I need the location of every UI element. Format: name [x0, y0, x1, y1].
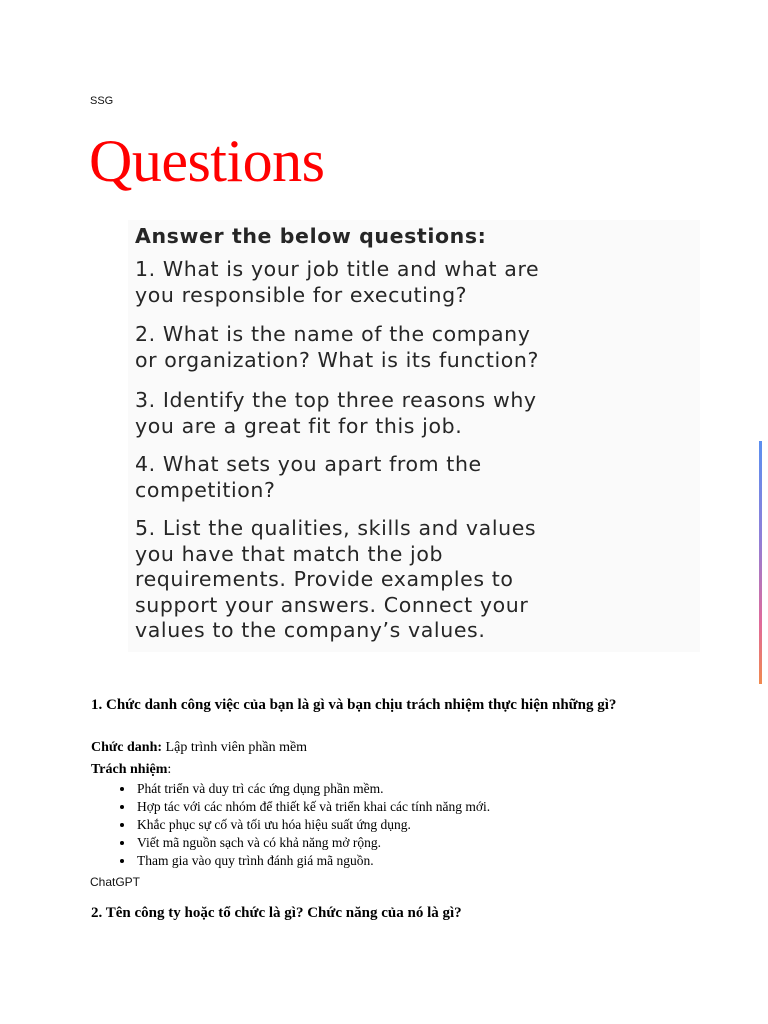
page-title: Questions — [89, 128, 325, 194]
question-line: 3. Identify the top three reasons why — [135, 388, 537, 412]
question-item-4 — [135, 452, 482, 503]
responsibilities-colon: : — [167, 762, 172, 777]
list-item: • Phát triển và duy trì các ứng dụng phần mềm. — [135, 780, 490, 798]
list-item: • Hợp tác với các nhóm để thiết kế và triển khai các tính năng mới. — [135, 798, 490, 816]
answer1-heading: 1. Chức danh công việc của bạn là gì và bạn chịu trách nhiệm thực hiện những gì? — [91, 697, 617, 713]
questions-image-heading: Answer the below questions: — [135, 224, 487, 248]
question-item-5 — [135, 516, 536, 644]
question-item-3 — [135, 388, 537, 439]
question-line: 4. What sets you apart from the — [135, 452, 482, 476]
question-line: 5. List the qualities, skills and values — [135, 516, 537, 540]
question-line: values to the company’s values. — [135, 618, 486, 642]
responsibilities-list — [91, 780, 490, 870]
question-item-2 — [135, 322, 539, 373]
question-line: requirements. Provide examples to — [135, 567, 514, 591]
responsibilities-line — [91, 761, 171, 779]
source-label: ChatGPT — [90, 875, 141, 889]
questions-image — [128, 220, 700, 652]
header-mark: SSG — [90, 95, 114, 107]
question-line: or organization? What is its function? — [135, 347, 539, 372]
job-title-line — [91, 739, 307, 757]
job-title-value: Lập trình viên phần mềm — [162, 740, 308, 755]
list-item: • Viết mã nguồn sạch và có khả năng mở rộng. — [135, 834, 490, 852]
question-line: 2. What is the name of the company — [135, 322, 531, 346]
question-line: support your answers. Connect your — [135, 592, 529, 617]
question-line: you responsible for executing? — [135, 282, 468, 307]
list-item: • Khắc phục sự cố và tối ưu hóa hiệu suất ứng dụng. — [135, 816, 490, 834]
answer2-heading: 2. Tên công ty hoặc tổ chức là gì? Chức năng của nó là gì? — [91, 905, 462, 921]
question-line: you are a great fit for this job. — [135, 413, 463, 438]
question-line: you have that match the job — [135, 541, 444, 566]
list-item: • Tham gia vào quy trình đánh giá mã nguồn. — [135, 852, 490, 870]
job-title-label: Chức danh: — [91, 740, 163, 755]
side-accent-strip — [759, 441, 762, 684]
responsibilities-label: Trách nhiệm — [91, 762, 168, 777]
question-item-1 — [135, 257, 539, 308]
question-line: 1. What is your job title and what are — [135, 257, 540, 281]
question-line: competition? — [135, 477, 276, 502]
